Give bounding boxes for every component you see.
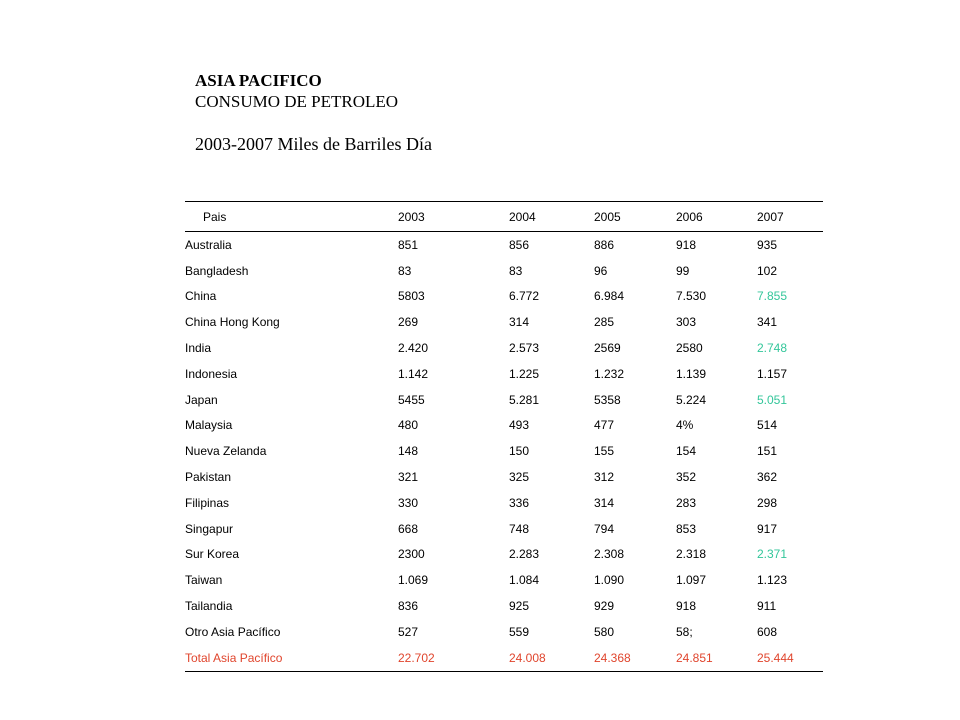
table-row: [185, 258, 823, 284]
cell-value-2006: 918: [676, 599, 697, 614]
cell-value-2004: 1.084: [509, 573, 540, 588]
cell-value-2005: 477: [594, 418, 615, 433]
cell-value-2007: 25.444: [757, 650, 794, 665]
table-row: [185, 284, 823, 310]
table-row: [185, 619, 823, 645]
cell-value-2006: 1.097: [676, 573, 707, 588]
cell-country: Filipinas: [185, 495, 230, 510]
cell-value-2005: 1.090: [594, 573, 625, 588]
cell-value-2006: 7.530: [676, 289, 707, 304]
table-row: [185, 232, 823, 258]
cell-value-2003: 2.420: [398, 341, 429, 356]
cell-value-2003: 480: [398, 418, 419, 433]
cell-country: China: [185, 289, 217, 304]
cell-value-2006: 853: [676, 521, 697, 536]
cell-value-2007: 935: [757, 237, 778, 252]
table-row: [185, 361, 823, 387]
table-header-row: [185, 202, 823, 232]
cell-value-2005: 2569: [594, 341, 621, 356]
table-row: [185, 387, 823, 413]
table-row: [185, 309, 823, 335]
cell-value-2007: 341: [757, 315, 778, 330]
cell-value-2005: 314: [594, 495, 615, 510]
cell-value-2007: 5.051: [757, 392, 788, 407]
cell-value-2007: 2.748: [757, 341, 788, 356]
column-header-2004: 2004: [509, 209, 536, 224]
cell-value-2007: 917: [757, 521, 778, 536]
column-header-2003: 2003: [398, 209, 425, 224]
cell-value-2004: 748: [509, 521, 530, 536]
cell-value-2007: 298: [757, 495, 778, 510]
table-row: [185, 438, 823, 464]
cell-value-2007: 1.123: [757, 573, 788, 588]
table-row: [185, 567, 823, 593]
cell-value-2006: 4%: [676, 418, 694, 433]
cell-value-2003: 668: [398, 521, 419, 536]
cell-value-2003: 269: [398, 315, 419, 330]
cell-value-2004: 5.281: [509, 392, 540, 407]
cell-value-2006: 283: [676, 495, 697, 510]
cell-value-2003: 83: [398, 263, 412, 278]
cell-country: Malaysia: [185, 418, 233, 433]
cell-country: Australia: [185, 237, 232, 252]
cell-value-2004: 559: [509, 624, 530, 639]
cell-value-2007: 514: [757, 418, 778, 433]
cell-value-2004: 83: [509, 263, 523, 278]
cell-country: Indonesia: [185, 366, 238, 381]
cell-value-2003: 851: [398, 237, 419, 252]
cell-country: Taiwan: [185, 573, 223, 588]
cell-value-2005: 285: [594, 315, 615, 330]
cell-value-2006: 1.139: [676, 366, 707, 381]
cell-value-2004: 6.772: [509, 289, 540, 304]
cell-country: Otro Asia Pacífico: [185, 624, 281, 639]
table-row: [185, 413, 823, 439]
column-header-2005: 2005: [594, 209, 621, 224]
cell-value-2007: 151: [757, 444, 778, 459]
table-row: [185, 516, 823, 542]
column-header-pais: Pais: [203, 209, 227, 224]
cell-value-2004: 314: [509, 315, 530, 330]
cell-value-2003: 321: [398, 470, 419, 485]
table-row: [185, 490, 823, 516]
cell-value-2005: 155: [594, 444, 615, 459]
cell-value-2003: 22.702: [398, 650, 435, 665]
cell-country: China Hong Kong: [185, 315, 280, 330]
cell-value-2005: 24.368: [594, 650, 631, 665]
cell-value-2004: 325: [509, 470, 530, 485]
cell-country: Tailandia: [185, 599, 233, 614]
title-block: [195, 70, 432, 155]
cell-value-2006: 2580: [676, 341, 703, 356]
cell-value-2004: 2.283: [509, 547, 540, 562]
cell-value-2003: 836: [398, 599, 419, 614]
cell-value-2003: 527: [398, 624, 419, 639]
cell-country: Total Asia Pacífico: [185, 650, 283, 665]
table-row: [185, 542, 823, 568]
table-row: [185, 464, 823, 490]
oil-consumption-table: [185, 201, 823, 672]
table-row: [185, 335, 823, 361]
cell-value-2003: 1.142: [398, 366, 429, 381]
cell-country: Singapur: [185, 521, 234, 536]
cell-value-2004: 1.225: [509, 366, 540, 381]
cell-value-2006: 99: [676, 263, 690, 278]
cell-value-2006: 24.851: [676, 650, 713, 665]
cell-value-2006: 303: [676, 315, 697, 330]
cell-value-2005: 1.232: [594, 366, 625, 381]
total-row: [185, 645, 823, 671]
column-header-2007: 2007: [757, 209, 784, 224]
cell-value-2004: 24.008: [509, 650, 546, 665]
cell-country: India: [185, 341, 212, 356]
cell-value-2005: 794: [594, 521, 615, 536]
column-header-2006: 2006: [676, 209, 703, 224]
cell-value-2003: 148: [398, 444, 419, 459]
cell-value-2004: 336: [509, 495, 530, 510]
table-body: [185, 232, 823, 672]
cell-value-2003: 5455: [398, 392, 425, 407]
cell-value-2005: 96: [594, 263, 608, 278]
cell-value-2005: 5358: [594, 392, 621, 407]
region-title: ASIA PACIFICO: [195, 71, 322, 90]
cell-value-2003: 2300: [398, 547, 425, 562]
cell-value-2005: 886: [594, 237, 615, 252]
cell-value-2003: 1.069: [398, 573, 429, 588]
cell-country: Nueva Zelanda: [185, 444, 267, 459]
cell-value-2005: 2.308: [594, 547, 625, 562]
subject-title: CONSUMO DE PETROLEO: [195, 92, 399, 111]
cell-value-2007: 7.855: [757, 289, 788, 304]
cell-value-2004: 925: [509, 599, 530, 614]
cell-value-2006: 918: [676, 237, 697, 252]
cell-value-2007: 362: [757, 470, 778, 485]
cell-value-2006: 154: [676, 444, 697, 459]
cell-value-2006: 5.224: [676, 392, 707, 407]
cell-value-2006: 2.318: [676, 547, 707, 562]
cell-country: Japan: [185, 392, 218, 407]
cell-value-2006: 352: [676, 470, 697, 485]
cell-country: Pakistan: [185, 470, 232, 485]
cell-value-2007: 911: [757, 599, 777, 614]
cell-value-2007: 1.157: [757, 366, 788, 381]
cell-country: Bangladesh: [185, 263, 249, 278]
cell-value-2004: 150: [509, 444, 530, 459]
cell-value-2004: 493: [509, 418, 530, 433]
cell-value-2005: 312: [594, 470, 615, 485]
cell-value-2005: 6.984: [594, 289, 625, 304]
cell-country: Sur Korea: [185, 547, 240, 562]
cell-value-2007: 2.371: [757, 547, 788, 562]
cell-value-2005: 580: [594, 624, 615, 639]
cell-value-2007: 608: [757, 624, 778, 639]
cell-value-2004: 856: [509, 237, 530, 252]
cell-value-2003: 330: [398, 495, 419, 510]
cell-value-2006: 58;: [676, 624, 693, 639]
table-row: [185, 593, 823, 619]
cell-value-2004: 2.573: [509, 341, 540, 356]
cell-value-2003: 5803: [398, 289, 425, 304]
cell-value-2007: 102: [757, 263, 778, 278]
cell-value-2005: 929: [594, 599, 615, 614]
period-units-title: 2003-2007 Miles de Barriles Día: [195, 134, 432, 154]
